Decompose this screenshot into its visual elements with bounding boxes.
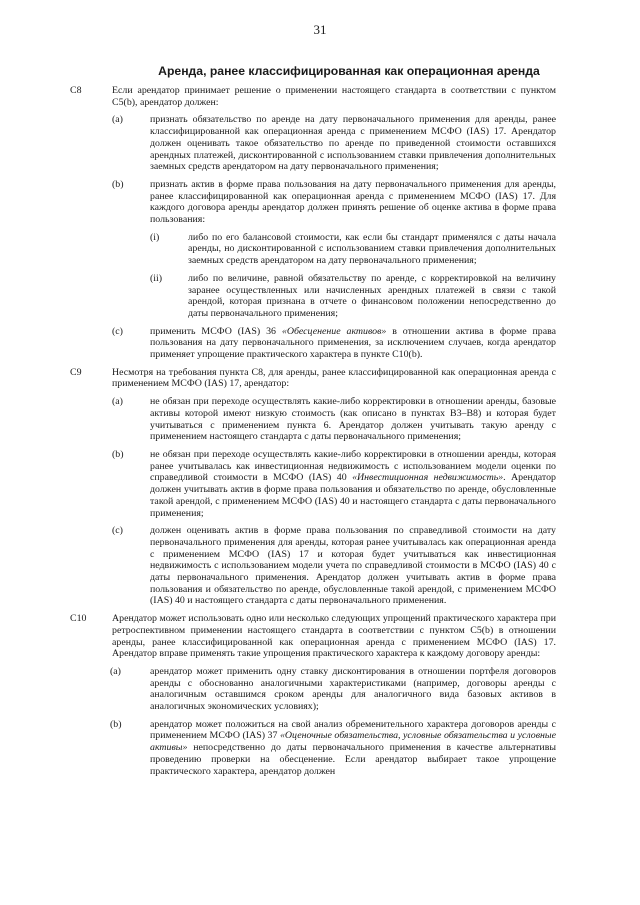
list-item: [0, 449, 640, 519]
paragraph-number: C10: [70, 613, 87, 625]
text-run: в отношении актива в форме права пользования на дату первоначального применения, за исключением случаев, когда арендатор применяет упрощение практического характера в пункте C10(b).: [150, 325, 557, 361]
item-label: (a): [110, 665, 121, 677]
paragraph-number: C9: [70, 366, 82, 378]
item-label: (a): [112, 114, 123, 126]
standard-title: «Оценочные обязательства, условные обязательства и условные активы»: [150, 730, 557, 754]
paragraph-number: C8: [70, 85, 82, 96]
list-item: [0, 719, 640, 778]
document-body: [0, 85, 640, 783]
paragraph-c10: [0, 613, 640, 777]
item-label: (c): [112, 525, 123, 537]
list-item: [0, 525, 640, 607]
list-item: [0, 396, 640, 443]
sub-item-label: (i): [150, 231, 160, 243]
sub-item-text: либо по его балансовой стоимости, как если бы стандарт применялся с даты начала аренды, но дисконтированной с использованием ставки привлечения дополнительных заемных средств арендатором на дату первоначального применения;: [188, 231, 556, 267]
text-run: арендатор может положиться на свой анализ обременительного характера договоров аренды с применением МСФО (IAS) 37: [150, 718, 556, 742]
page-number: 31: [313, 22, 327, 37]
item-text: признать актив в форме права пользования на дату первоначального применения для аренды, ранее классифицированной как операционная аренда с применением МСФО (IAS) 17. Для каждого договора аренды арендатор должен принять решение об оценке актива в форме права пользования:: [150, 178, 556, 226]
item-label: (b): [110, 718, 122, 730]
sub-item-label: (ii): [150, 272, 163, 284]
list-item: [0, 179, 640, 320]
paragraph-text: Арендатор может использовать одно или несколько следующих упрощений практического характера при ретроспективном применении настоящего стандарта в соответствии с пунктом C5(b) в отношении аренды, ранее классифицированной как операционная аренда с применением МСФО (IAS) 17. Арендатор вправе применять такие упрощения практического характера к каждому договору аренды:: [112, 613, 556, 660]
text-run: не обязан при переходе осуществлять какие-либо корректировки в отношении аренды, которая ранее учитывалась как инвестиционная недвижимость с использованием модели оценки по справедливой стоимости в МСФО (IAS) 40: [150, 448, 556, 484]
item-text: должен оценивать актив в форме права пользования по справедливой стоимости на дату первоначального применения для аренды, которая ранее учитывалась как операционная аренда с применением МСФО (IAS) 17 и которая будет учитываться как инвестиционная недвижимость с использованием модели учета по справедливой стоимости в МСФО (IAS) 40 с даты первоначального применения. Арендатор должен учитывать актив в форме права пользования и обязательство по аренде, обусловленные такой арендой, с применением МСФО (IAS) 40 и настоящего стандарта с даты первоначального применения.: [150, 525, 556, 607]
item-text: [150, 326, 556, 361]
item-text: [150, 449, 556, 519]
section-heading: Аренда, ранее классифицированная как операционная аренда: [158, 64, 540, 78]
standard-title: «Обесценение активов»: [281, 325, 387, 337]
paragraph-text: Если арендатор принимает решение о применении настоящего стандарта в соответствии с пунктом C5(b), арендатор должен:: [112, 85, 556, 108]
item-label: (b): [112, 178, 124, 190]
standard-title: «Инвестиционная недвижимость»: [352, 472, 504, 484]
item-text: арендатор может применить одну ставку дисконтирования в отношении портфеля договоров аренды с обоснованно аналогичными характеристиками (например, договоры аренды с аналогичным оставшимся сроком аренды для аналогичного вида базовых активов в аналогичных экономических условиях);: [150, 665, 556, 713]
item-label: (b): [112, 448, 124, 460]
item-label: (c): [112, 325, 123, 337]
text-run: непосредственно до даты первоначального применения в качестве альтернативы проведению проверки на обесценение. Если арендатор выбирает такое упрощение практического характера, арендатор должен: [150, 742, 556, 777]
sub-item-text: либо по величине, равной обязательству по аренде, с корректировкой на величину заранее осуществленных или начисленных арендных платежей в связи с такой арендой, которая признана в отчете о финансовом положении непосредственно до даты первоначального применения;: [188, 272, 556, 319]
text-run: применить МСФО (IAS) 36: [150, 325, 282, 337]
paragraph-text: Несмотря на требования пункта C8, для аренды, ранее классифицированной как операционная аренда с применением МСФО (IAS) 17, арендатор:: [112, 366, 556, 390]
paragraph-c9: [0, 367, 640, 607]
list-item: [0, 326, 640, 361]
item-text: не обязан при переходе осуществлять какие-либо корректировки в отношении аренды, базовые активы которой имеют низкую стоимость (как описано в пунктах B3–B8) и которая будет учитываться с применением пункта 6. Арендатор должен учитывать такую аренду с применением настоящего стандарта с даты первоначального применения;: [150, 396, 556, 443]
text-run: . Арендатор должен учитывать актив в форме права пользования и обязательство по аренде, обусловленные такой арендой, с применением МСФО (IAS) 40 и настоящего стандарта с даты первоначального применения;: [150, 472, 556, 519]
list-item: [0, 666, 640, 713]
item-text: [150, 719, 556, 778]
paragraph-c8: [0, 85, 640, 361]
sub-item: [0, 273, 640, 320]
list-item: [0, 114, 640, 173]
item-text: признать обязательство по аренде на дату первоначального применения для аренды, ранее классифицированной как операционная аренда с применением МСФО (IAS) 17. Арендатор должен оценивать такое обязательство по аренде по приведенной стоимости оставшихся арендных платежей, дисконтированной с использованием ставки привлечения дополнительных заемных средств арендатором на дату первоначального применения;: [150, 114, 556, 173]
sub-item: [0, 232, 640, 267]
item-label: (a): [112, 396, 123, 408]
